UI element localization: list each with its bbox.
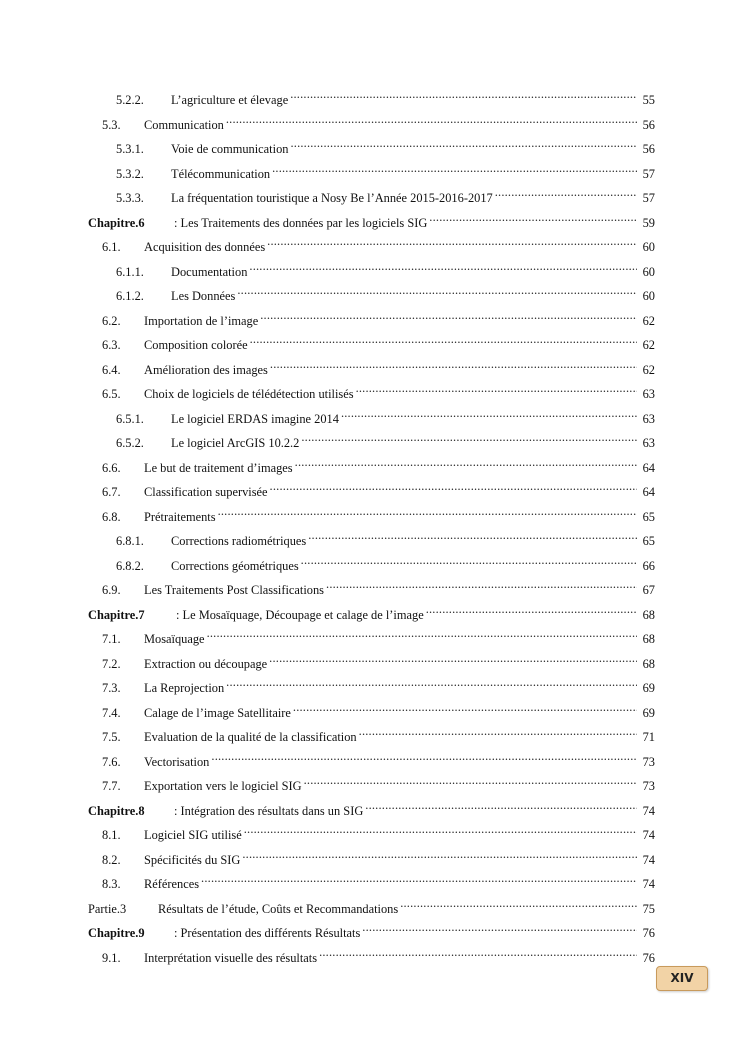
- entry-number: 8.2.: [102, 852, 121, 867]
- entry-number: 6.5.: [102, 387, 121, 401]
- dot-leader: [319, 942, 637, 962]
- entry-title: Extraction ou découpage: [144, 656, 268, 671]
- toc-entry[interactable]: [102, 672, 655, 695]
- dot-leader: [267, 231, 637, 251]
- dot-leader: [201, 868, 637, 888]
- toc-entry[interactable]: [116, 256, 655, 279]
- toc-entry[interactable]: [102, 697, 655, 720]
- entry-title: Le logiciel ERDAS imagine 2014: [171, 411, 339, 426]
- toc-entry[interactable]: [116, 182, 655, 205]
- entry-number: 7.1.: [102, 632, 121, 646]
- toc-entry[interactable]: [102, 721, 655, 744]
- entry-page: 60: [642, 289, 655, 303]
- entry-title: L’agriculture et élevage: [171, 93, 289, 107]
- toc-entry[interactable]: [102, 476, 655, 499]
- entry-page: 62: [642, 362, 655, 377]
- chapter-number: Chapitre.6: [88, 215, 145, 230]
- entry-title: Interprétation visuelle des résultats: [144, 950, 318, 965]
- dot-leader: [269, 648, 637, 668]
- entry-number: 6.1.: [102, 240, 121, 254]
- entry-page: 74: [642, 877, 655, 891]
- toc-entry[interactable]: [102, 770, 655, 793]
- dot-leader: [362, 917, 637, 937]
- entry-page: 75: [642, 901, 655, 916]
- entry-title: Les Données: [171, 289, 236, 303]
- entry-page: 55: [642, 93, 655, 107]
- dot-leader: [304, 770, 637, 790]
- entry-number: 6.6.: [102, 460, 121, 475]
- toc-entry[interactable]: [116, 427, 655, 450]
- entry-number: 7.4.: [102, 705, 121, 720]
- dot-leader: [301, 550, 637, 570]
- toc-part-entry[interactable]: [88, 893, 655, 916]
- entry-title: Corrections radiométriques: [171, 534, 307, 548]
- entry-page: 76: [642, 950, 655, 965]
- toc-entry[interactable]: [102, 354, 655, 377]
- dot-leader: [249, 256, 637, 276]
- entry-title: : Les Traitements des données par les logiciels SIG: [174, 215, 428, 230]
- entry-title: Composition colorée: [144, 338, 248, 352]
- toc-entry[interactable]: [102, 109, 655, 132]
- chapter-number: Chapitre.8: [88, 803, 145, 818]
- toc-entry[interactable]: [116, 525, 655, 548]
- dot-leader: [308, 525, 637, 545]
- entry-page: 64: [642, 485, 655, 499]
- entry-page: 74: [642, 852, 655, 867]
- dot-leader: [290, 133, 637, 153]
- chapter-number: Chapitre.7: [88, 607, 145, 622]
- entry-number: 6.8.1.: [116, 534, 144, 548]
- entry-number: 7.5.: [102, 730, 121, 744]
- dot-leader: [295, 452, 637, 472]
- entry-title: Exportation vers le logiciel SIG: [144, 779, 302, 793]
- entry-number: 7.3.: [102, 681, 121, 695]
- entry-title: Calage de l’image Satellitaire: [144, 705, 291, 720]
- entry-title: Spécificités du SIG: [144, 852, 241, 867]
- entry-number: 9.1.: [102, 950, 121, 965]
- dot-leader: [301, 427, 637, 447]
- entry-page: 74: [642, 803, 655, 818]
- entry-number: 6.4.: [102, 362, 121, 377]
- entry-page: 68: [642, 656, 655, 671]
- entry-title: Documentation: [171, 264, 248, 279]
- entry-page: 63: [642, 387, 655, 401]
- entry-number: 6.7.: [102, 485, 121, 499]
- dot-leader: [400, 893, 637, 913]
- entry-page: 69: [642, 705, 655, 720]
- entry-page: 60: [642, 240, 655, 254]
- entry-number: 5.3.1.: [116, 142, 144, 156]
- entry-number: 6.9.: [102, 583, 121, 597]
- entry-title: Amélioration des images: [144, 362, 268, 377]
- entry-title: Importation de l’image: [144, 313, 259, 328]
- entry-page: 74: [642, 828, 655, 842]
- entry-title: : Le Mosaïquage, Découpage et calage de l’image: [176, 607, 424, 622]
- dot-leader: [272, 158, 637, 178]
- dot-leader: [250, 329, 637, 349]
- entry-page: 56: [642, 142, 655, 156]
- dot-leader: [270, 476, 637, 496]
- toc-entry[interactable]: [102, 574, 655, 597]
- toc-entry[interactable]: [102, 746, 655, 769]
- entry-title: : Intégration des résultats dans un SIG: [174, 803, 364, 818]
- page-number-badge: XIV: [656, 966, 708, 991]
- dot-leader: [356, 378, 637, 398]
- dot-leader: [365, 795, 637, 815]
- toc-chapter-entry[interactable]: [88, 207, 655, 230]
- entry-number: 6.1.2.: [116, 289, 144, 303]
- chapter-number: Chapitre.9: [88, 926, 145, 940]
- entry-number: 6.1.1.: [116, 264, 144, 279]
- toc-entry[interactable]: [102, 231, 655, 254]
- dot-leader: [260, 305, 637, 325]
- toc-entry[interactable]: [116, 280, 655, 303]
- dot-leader: [244, 819, 637, 839]
- dot-leader: [226, 109, 637, 129]
- entry-page: 65: [642, 534, 655, 548]
- dot-leader: [326, 574, 637, 594]
- entry-number: 7.6.: [102, 754, 121, 769]
- toc-entry[interactable]: [102, 378, 655, 401]
- entry-title: Evaluation de la qualité de la classification: [144, 730, 357, 744]
- toc-entry[interactable]: [102, 501, 655, 524]
- entry-number: 5.3.3.: [116, 191, 144, 205]
- toc-entry[interactable]: [102, 942, 655, 965]
- entry-title: Vectorisation: [144, 754, 210, 769]
- entry-page: 63: [642, 411, 655, 426]
- dot-leader: [207, 623, 637, 643]
- entry-page: 66: [642, 558, 655, 573]
- entry-number: 6.2.: [102, 313, 121, 328]
- entry-title: Prétraitements: [144, 509, 216, 524]
- entry-number: 7.2.: [102, 656, 121, 671]
- entry-number: 6.8.: [102, 509, 121, 524]
- dot-leader: [341, 403, 637, 423]
- entry-page: 64: [642, 460, 655, 475]
- entry-page: 65: [642, 509, 655, 524]
- dot-leader: [226, 672, 637, 692]
- entry-number: 6.8.2.: [116, 558, 144, 573]
- entry-title: Classification supervisée: [144, 485, 268, 499]
- dot-leader: [495, 182, 637, 202]
- toc-entry[interactable]: [102, 305, 655, 328]
- entry-page: 68: [642, 632, 655, 646]
- part-number: Partie.3: [88, 901, 127, 916]
- dot-leader: [270, 354, 637, 374]
- entry-page: 60: [642, 264, 655, 279]
- toc-chapter-entry[interactable]: [88, 917, 655, 940]
- entry-page: 59: [642, 215, 655, 230]
- entry-page: 71: [642, 730, 655, 744]
- entry-number: 6.3.: [102, 338, 121, 352]
- entry-title: Voie de communication: [171, 142, 289, 156]
- entry-number: 5.3.2.: [116, 166, 144, 181]
- entry-page: 69: [642, 681, 655, 695]
- entry-page: 76: [642, 926, 655, 940]
- dot-leader: [290, 84, 637, 104]
- entry-title: Communication: [144, 117, 224, 132]
- entry-page: 63: [642, 436, 655, 450]
- entry-number: 7.7.: [102, 779, 121, 793]
- entry-title: Le but de traitement d’images: [144, 460, 293, 475]
- dot-leader: [359, 721, 637, 741]
- toc-entry[interactable]: [102, 844, 655, 867]
- entry-title: Résultats de l’étude, Coûts et Recommandations: [158, 901, 399, 916]
- entry-page: 57: [642, 166, 655, 181]
- entry-title: Mosaïquage: [144, 632, 205, 646]
- toc-entry[interactable]: [102, 623, 655, 646]
- entry-page: 67: [642, 583, 655, 597]
- dot-leader: [293, 697, 637, 717]
- entry-page: 56: [642, 117, 655, 132]
- entry-title: : Présentation des différents Résultats: [174, 926, 361, 940]
- toc-entry[interactable]: [116, 133, 655, 156]
- entry-title: Le logiciel ArcGIS 10.2.2: [171, 436, 300, 450]
- entry-page: 62: [642, 338, 655, 352]
- entry-page: 73: [642, 779, 655, 793]
- toc-entry[interactable]: [102, 868, 655, 891]
- toc-entry[interactable]: [116, 158, 655, 181]
- toc-entry[interactable]: [102, 648, 655, 671]
- dot-leader: [242, 844, 637, 864]
- dot-leader: [211, 746, 637, 766]
- entry-number: 8.1.: [102, 828, 121, 842]
- dot-leader: [429, 207, 637, 227]
- toc-chapter-entry[interactable]: [88, 795, 655, 818]
- entry-title: La Reprojection: [144, 681, 225, 695]
- entry-number: 8.3.: [102, 877, 121, 891]
- dot-leader: [426, 599, 637, 619]
- entry-title: La fréquentation touristique a Nosy Be l’Année 2015-2016-2017: [171, 191, 493, 205]
- entry-title: Télécommunication: [171, 166, 271, 181]
- toc-entry[interactable]: [102, 329, 655, 352]
- entry-title: Logiciel SIG utilisé: [144, 828, 242, 842]
- entry-page: 57: [642, 191, 655, 205]
- toc-entry[interactable]: [116, 403, 655, 426]
- entry-number: 5.2.2.: [116, 93, 144, 107]
- entry-page: 62: [642, 313, 655, 328]
- entry-title: Les Traitements Post Classifications: [144, 583, 325, 597]
- entry-page: 73: [642, 754, 655, 769]
- toc-entry[interactable]: [102, 452, 655, 475]
- entry-title: Acquisition des données: [144, 240, 266, 254]
- toc-entry[interactable]: [116, 84, 655, 107]
- dot-leader: [218, 501, 637, 521]
- toc-entry[interactable]: [116, 550, 655, 573]
- entry-title: Corrections géométriques: [171, 558, 299, 573]
- entry-number: 5.3.: [102, 117, 121, 132]
- entry-number: 6.5.1.: [116, 411, 144, 426]
- entry-page: 68: [642, 607, 655, 622]
- entry-number: 6.5.2.: [116, 436, 144, 450]
- dot-leader: [237, 280, 637, 300]
- toc-entry[interactable]: [102, 819, 655, 842]
- entry-title: Choix de logiciels de télédétection utilisés: [144, 387, 354, 401]
- entry-title: Références: [144, 877, 200, 891]
- toc-chapter-entry[interactable]: [88, 599, 655, 622]
